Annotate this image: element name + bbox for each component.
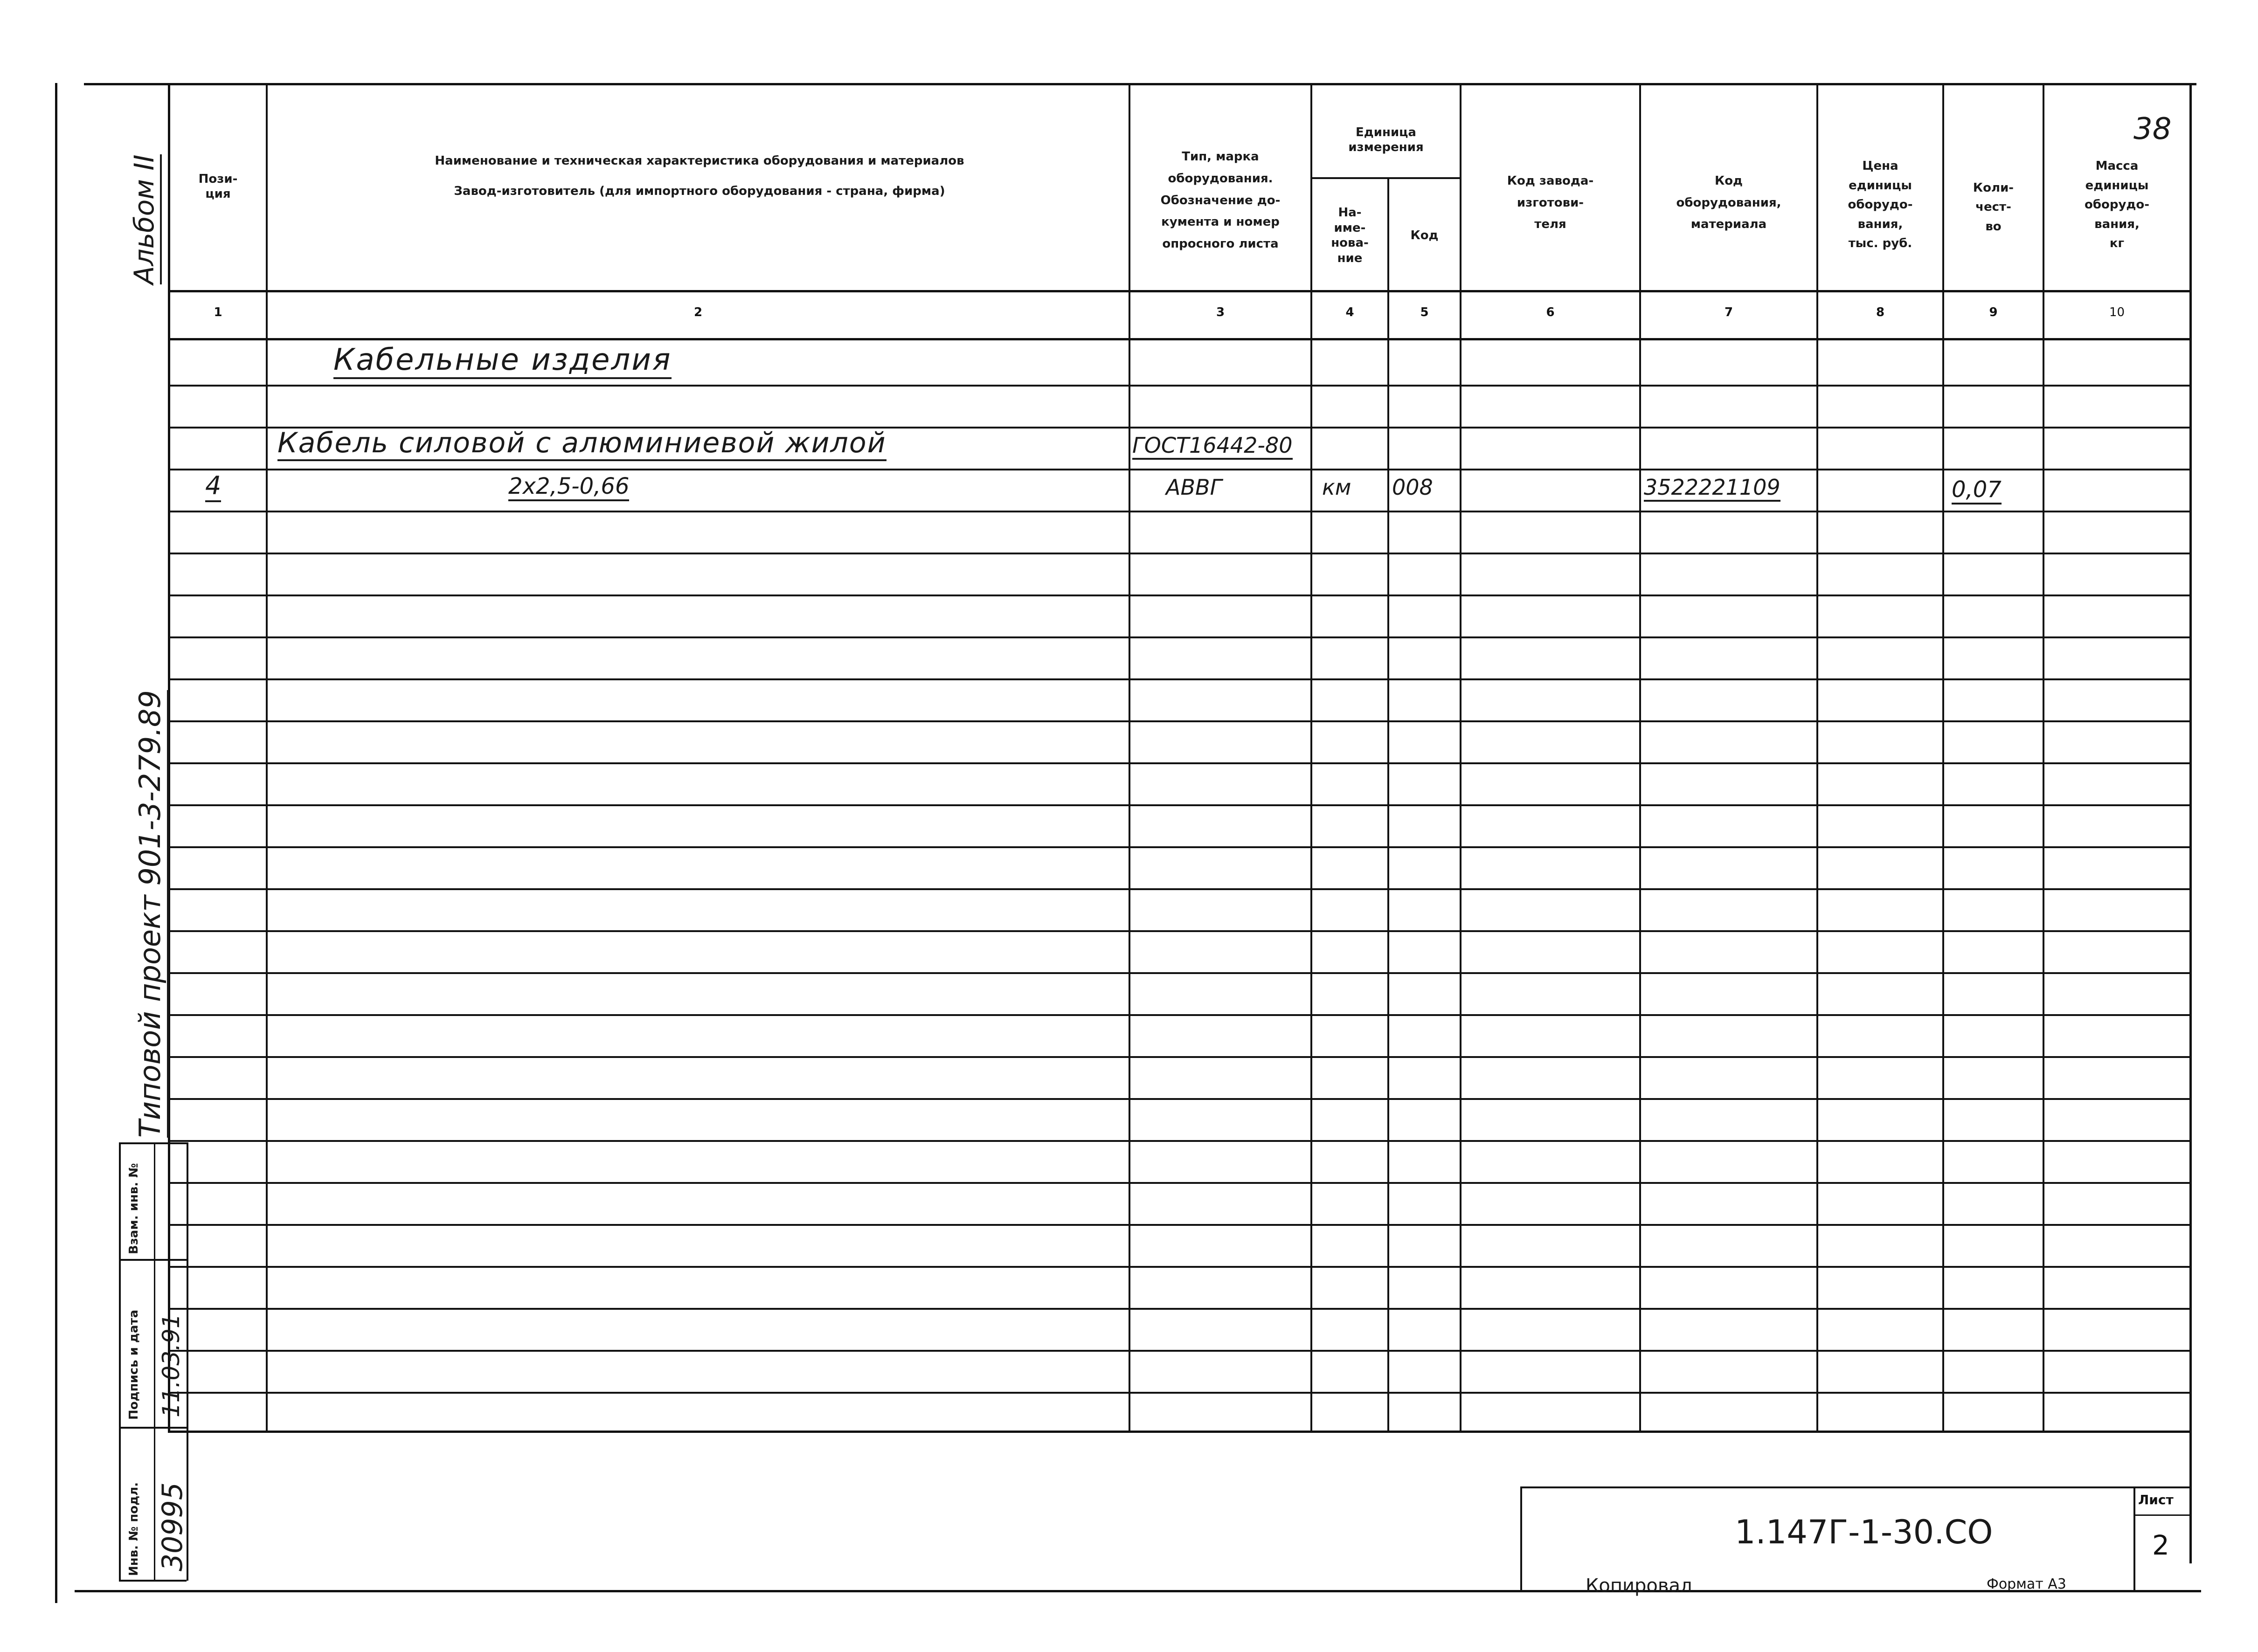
copied-label: Копировал xyxy=(1586,1575,1692,1597)
header-col2-line1: Наименование и техническая характеристика оборудования и материалов xyxy=(435,153,964,168)
row-line xyxy=(168,1392,2192,1394)
stamp-inv-replace-label: Взам. инв. № xyxy=(127,1163,141,1254)
item-quantity xyxy=(1952,477,2002,503)
header-col9: Коли- чест- во xyxy=(1973,180,2014,234)
item-name-text: Кабель силовой с алюминиевой жилой xyxy=(277,427,887,461)
titleblock-sheet-mid xyxy=(2133,1514,2192,1516)
header-col10: Масса единицы оборудо- вания, кг xyxy=(2084,159,2150,251)
unit-subheader-line xyxy=(1310,177,1460,179)
row-line xyxy=(168,1266,2192,1268)
row-line xyxy=(168,1224,2192,1226)
item-unit-code: 008 xyxy=(1392,475,1433,500)
row-line xyxy=(168,804,2192,806)
row-line xyxy=(168,1308,2192,1310)
row-line xyxy=(168,678,2192,680)
row-line xyxy=(168,1140,2192,1142)
table-bottom-line xyxy=(168,1431,2192,1433)
item-spec-text: 2х2,5-0,66 xyxy=(508,473,629,501)
row-line xyxy=(168,846,2192,848)
album-label xyxy=(128,154,160,284)
col-line-9 xyxy=(2043,83,2044,1431)
item-position xyxy=(205,471,221,500)
format-label: Формат А3 xyxy=(1987,1576,2066,1592)
col-number-10: 10 xyxy=(2109,305,2125,319)
col-line-2 xyxy=(1129,83,1130,1431)
col-number-9: 9 xyxy=(1989,305,1998,319)
stamp-sep-1 xyxy=(119,1259,187,1261)
section-title-text: Кабельные изделия xyxy=(333,343,672,379)
col-line-6 xyxy=(1639,83,1641,1431)
row-line xyxy=(168,594,2192,596)
header-col2-line2: Завод-изготовитель (для импортного оборудования - страна, фирма) xyxy=(454,184,945,198)
titleblock-top xyxy=(1520,1486,2192,1488)
stamp-bottom-line xyxy=(119,1580,187,1582)
item-material-code xyxy=(1644,475,1780,500)
header-col45: Единица измерения xyxy=(1348,125,1424,154)
header-col6: Код завода- изготови- теля xyxy=(1507,173,1594,232)
col-line-1 xyxy=(266,83,268,1431)
sheet-number: 2 xyxy=(2152,1529,2169,1561)
col-number-8: 8 xyxy=(1876,305,1885,319)
header-col5: Код xyxy=(1410,228,1439,242)
row-line xyxy=(168,511,2192,512)
row-line xyxy=(168,1182,2192,1184)
document-code: 1.147Г-1-30.СО xyxy=(1735,1513,1993,1551)
titleblock-left xyxy=(1520,1486,1522,1591)
stamp-mid-line xyxy=(154,1142,155,1581)
item-unit: км xyxy=(1322,475,1351,500)
col-line-5 xyxy=(1460,83,1461,1431)
col-number-7: 7 xyxy=(1724,305,1733,319)
frame-top xyxy=(84,83,2196,85)
row-line xyxy=(168,385,2192,387)
item-name xyxy=(277,427,887,459)
project-label xyxy=(133,690,167,1138)
frame-right xyxy=(2189,83,2192,1563)
row-line xyxy=(168,720,2192,722)
header-col1: Пози- ция xyxy=(198,172,238,201)
stamp-sep-2 xyxy=(119,1427,187,1429)
item-gost-text: ГОСТ16442-80 xyxy=(1132,433,1293,460)
row-line xyxy=(168,469,2192,470)
frame-bottom xyxy=(75,1590,2201,1592)
header-bottom xyxy=(168,290,2192,292)
item-spec xyxy=(508,473,629,499)
row-line xyxy=(168,762,2192,764)
row-line xyxy=(168,930,2192,932)
row-line xyxy=(168,1098,2192,1100)
item-material-code-text: 3522221109 xyxy=(1644,475,1780,502)
item-mark: АВВГ xyxy=(1166,475,1222,500)
stamp-inv-value: 30995 xyxy=(156,1482,189,1571)
header-col3: Тип, марка оборудования. Обозначение до- кумента и номер опросного листа xyxy=(1160,150,1281,251)
row-line xyxy=(168,888,2192,890)
sheet-label: Лист xyxy=(2138,1492,2174,1507)
stamp-sign-value: 11.03.91 xyxy=(158,1313,185,1417)
header-col4: На- име- нова- ние xyxy=(1331,206,1369,265)
col-line-8 xyxy=(1942,83,1944,1431)
stamp-sign-date-label: Подпись и дата xyxy=(127,1309,141,1420)
header-col8: Цена единицы оборудо- вания, тыс. руб. xyxy=(1848,159,1913,251)
titleblock-sheet-left xyxy=(2133,1486,2135,1591)
numbers-bottom xyxy=(168,338,2192,340)
project-label-text: Типовой проект 901-3-279.89 xyxy=(133,690,169,1138)
col-number-6: 6 xyxy=(1546,305,1555,319)
col-number-2: 2 xyxy=(693,305,703,319)
col-number-3: 3 xyxy=(1216,305,1225,319)
stamp-left-border xyxy=(119,1142,121,1581)
item-position-text: 4 xyxy=(205,471,221,502)
album-label-text: Альбом II xyxy=(128,154,162,284)
section-title xyxy=(333,343,672,377)
stamp-top-line xyxy=(119,1142,187,1144)
page-corner-number: 38 xyxy=(2133,112,2172,146)
col-line-7 xyxy=(1816,83,1818,1431)
col-number-4: 4 xyxy=(1345,305,1354,319)
item-quantity-text: 0,07 xyxy=(1952,477,2002,505)
row-line xyxy=(168,1056,2192,1058)
row-line xyxy=(168,1350,2192,1352)
header-col7: Код оборудования, материала xyxy=(1676,173,1781,232)
col-line-4 xyxy=(1387,177,1389,1431)
row-line xyxy=(168,636,2192,638)
frame-left-outer xyxy=(55,83,57,1603)
row-line xyxy=(168,972,2192,974)
row-line xyxy=(168,553,2192,554)
row-line xyxy=(168,1014,2192,1016)
item-gost xyxy=(1132,433,1293,458)
col-number-1: 1 xyxy=(214,305,222,319)
stamp-inv-orig-label: Инв. № подл. xyxy=(127,1482,141,1576)
col-number-5: 5 xyxy=(1420,305,1429,319)
